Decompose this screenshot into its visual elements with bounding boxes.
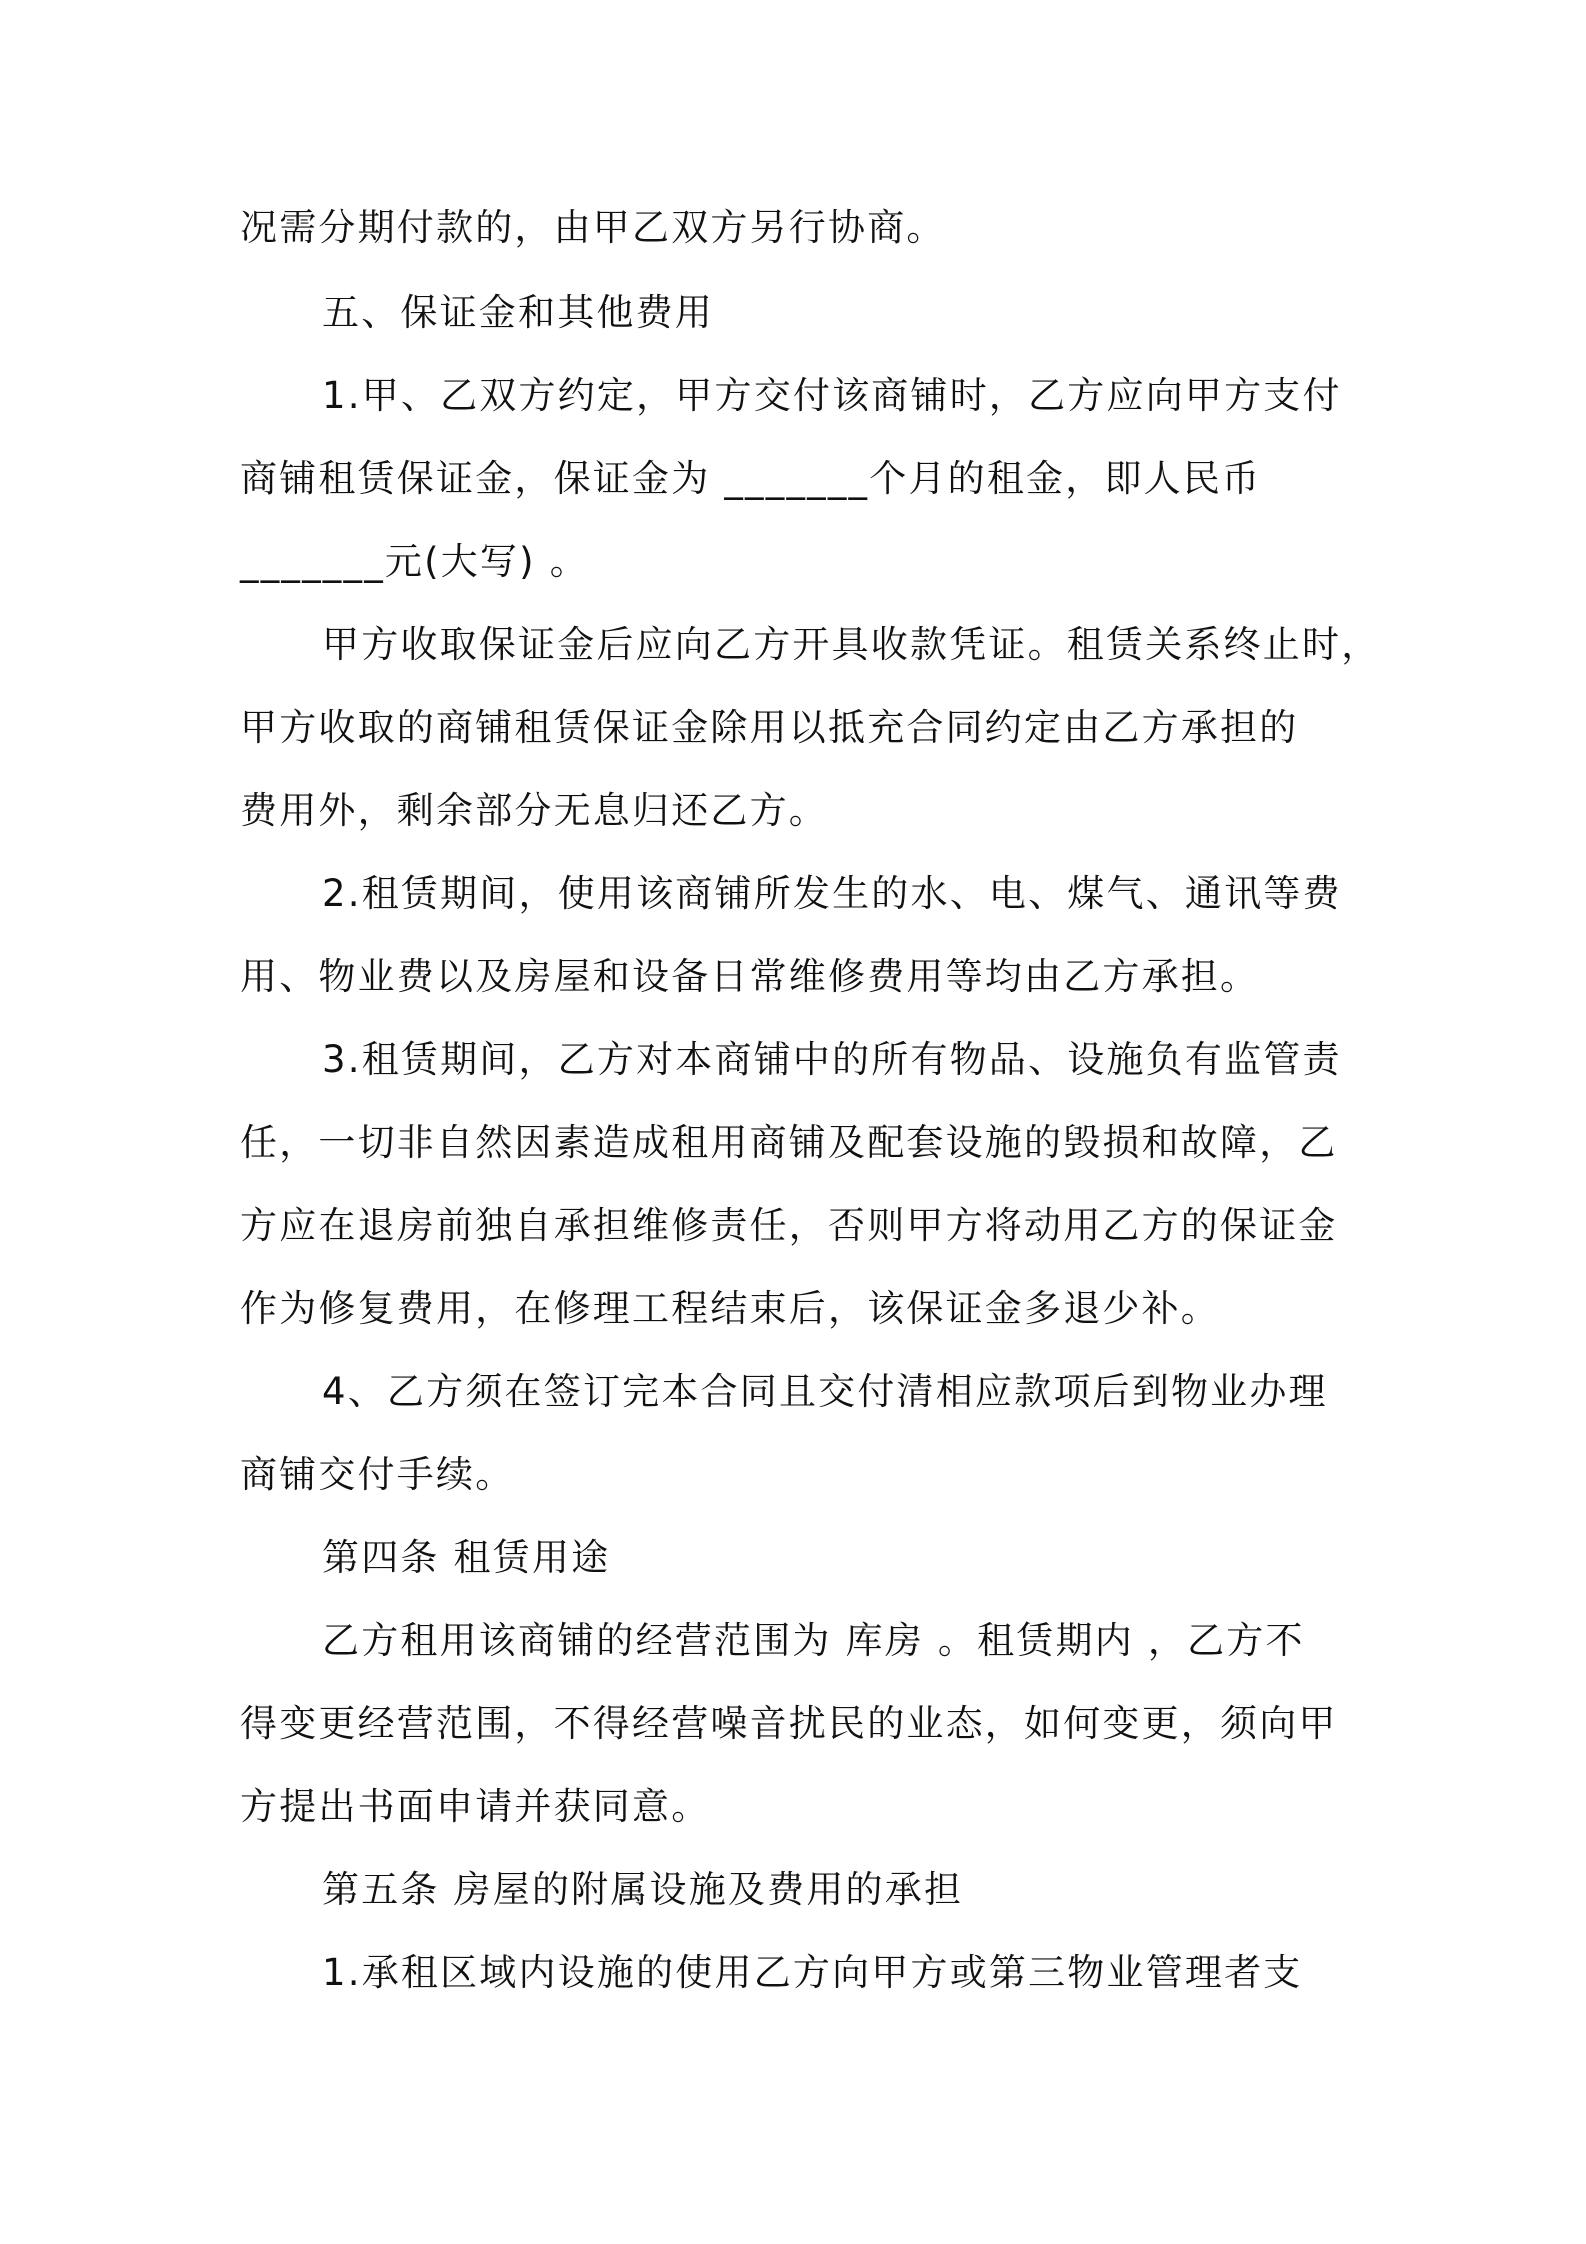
- section-heading-deposit: 五、保证金和其他费用: [322, 291, 714, 334]
- text-line: 商铺租赁保证金，保证金为 _______个月的租金，即人民币: [240, 457, 1262, 500]
- text-line: 乙方租用该商铺的经营范围为 库房 。租赁期内 ，乙方不: [322, 1619, 1305, 1662]
- text-line-installment-note: 况需分期付款的，由甲乙双方另行协商。: [240, 206, 946, 249]
- text-line: 得变更经营范围，不得经营噪音扰民的业态，如何变更，须向甲: [240, 1702, 1338, 1745]
- article-heading-facilities: 第五条 房屋的附属设施及费用的承担: [322, 1868, 964, 1911]
- text-line: 3.租赁期间，乙方对本商铺中的所有物品、设施负有监管责: [322, 1038, 1342, 1081]
- text-line: 甲方收取保证金后应向乙方开具收款凭证。租赁关系终止时，: [322, 623, 1381, 666]
- text-line: 任，一切非自然因素造成租用商铺及配套设施的毁损和故障，乙: [240, 1121, 1338, 1164]
- text-line: 2.租赁期间，使用该商铺所发生的水、电、煤气、通讯等费: [322, 872, 1342, 915]
- text-line: 甲方收取的商铺租赁保证金除用以抵充合同约定由乙方承担的: [240, 706, 1299, 749]
- text-line: 作为修复费用，在修理工程结束后，该保证金多退少补。: [240, 1287, 1220, 1330]
- text-line: 商铺交付手续。: [240, 1453, 515, 1496]
- text-line: 方提出书面申请并获同意。: [240, 1785, 711, 1828]
- text-line: 1.甲、乙双方约定，甲方交付该商铺时，乙方应向甲方支付: [322, 374, 1342, 417]
- article-heading-usage: 第四条 租赁用途: [322, 1536, 611, 1579]
- text-line: 方应在退房前独自承担维修责任，否则甲方将动用乙方的保证金: [240, 1204, 1338, 1247]
- text-line: 用、物业费以及房屋和设备日常维修费用等均由乙方承担。: [240, 955, 1260, 998]
- text-line: 1.承租区域内设施的使用乙方向甲方或第三物业管理者支: [322, 1951, 1303, 1994]
- text-line: _______元(大写) 。: [240, 540, 589, 583]
- text-line: 4、乙方须在签订完本合同且交付清相应款项后到物业办理: [322, 1370, 1328, 1413]
- text-line: 费用外，剩余部分无息归还乙方。: [240, 789, 828, 832]
